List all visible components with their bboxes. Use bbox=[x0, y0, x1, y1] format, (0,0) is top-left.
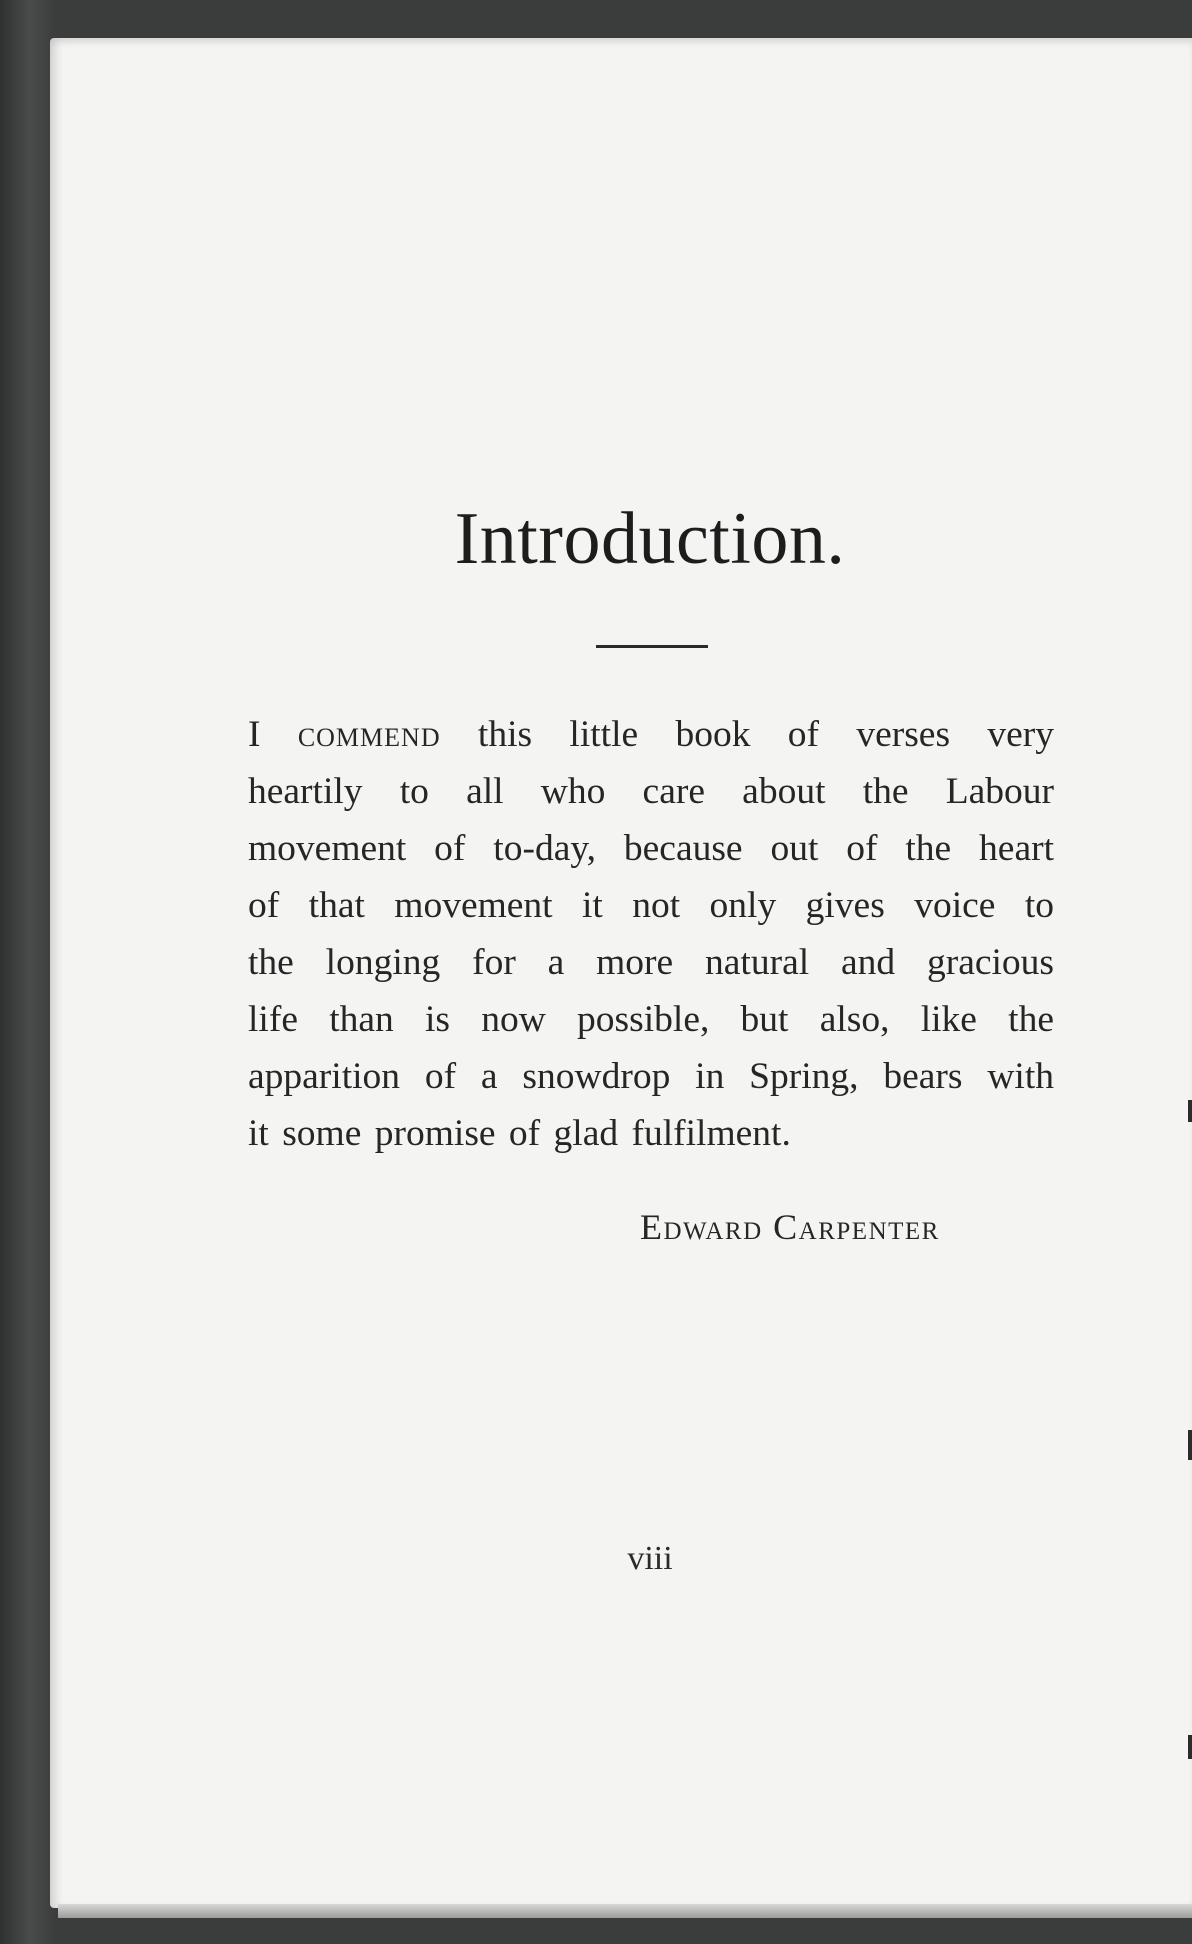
paragraph-line-7: apparition of a snowdrop in Spring, bears with bbox=[248, 1056, 1054, 1097]
paragraph-line-5: the longing for a more natural and gracious bbox=[248, 942, 1054, 983]
paragraph-line-6: life than is now possible, but also, like the bbox=[248, 999, 1054, 1040]
page-number: viii bbox=[627, 1540, 673, 1577]
author-signature: Edward Carpenter bbox=[640, 1207, 940, 1247]
opening-smallcaps: commend bbox=[297, 714, 441, 755]
paragraph-line-4: of that movement it not only gives voice to bbox=[248, 885, 1054, 926]
title-rule-divider bbox=[596, 645, 708, 648]
paragraph-line-2: heartily to all who care about the Labour bbox=[248, 771, 1054, 812]
opening-word: I bbox=[248, 714, 261, 755]
paragraph-line-3: movement of to-day, because out of the heart bbox=[248, 828, 1054, 869]
paragraph-line-8: it some promise of glad fulfilment. bbox=[248, 1113, 791, 1154]
binding-mark bbox=[1188, 1100, 1192, 1122]
page-bottom-edge bbox=[58, 1904, 1192, 1918]
binding-mark bbox=[1188, 1430, 1192, 1460]
paragraph-line-1 bbox=[248, 706, 1054, 763]
paragraph-line-1-text: this little book of verses very bbox=[477, 714, 1054, 755]
binding-mark bbox=[1188, 1735, 1192, 1759]
page-title: Introduction. bbox=[454, 498, 846, 580]
introduction-paragraph bbox=[248, 706, 1054, 1162]
